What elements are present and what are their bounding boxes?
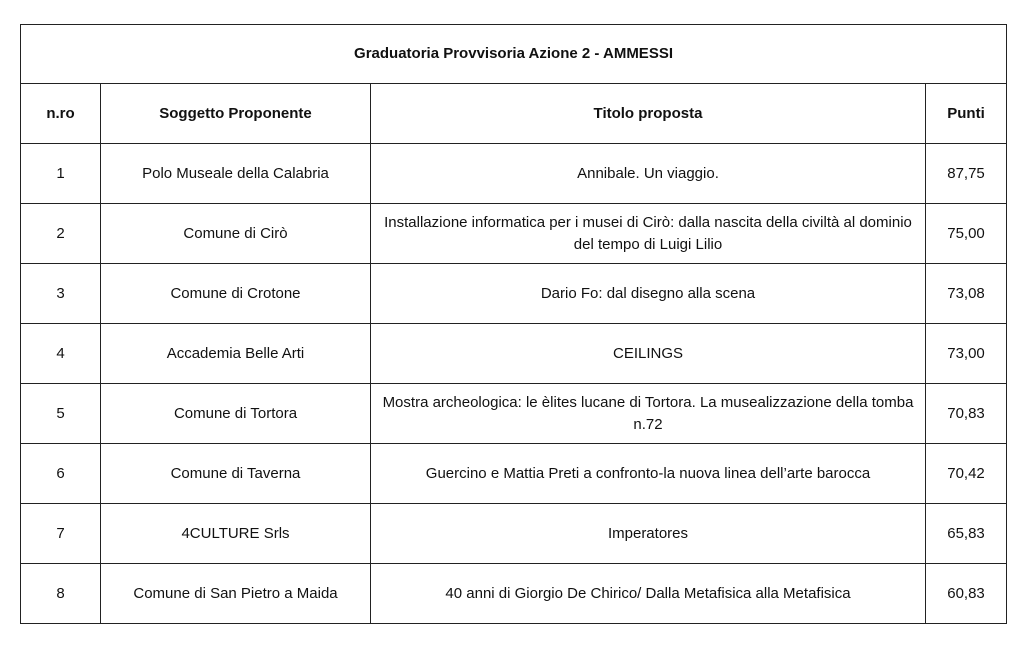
row-points: 60,83 — [926, 564, 1007, 624]
table-row — [21, 564, 1007, 624]
row-title: Annibale. Un viaggio. — [371, 144, 926, 204]
row-title: Guercino e Mattia Preti a confronto-la nuova linea dell’arte barocca — [371, 444, 926, 504]
table-row — [21, 324, 1007, 384]
row-points: 75,00 — [926, 204, 1007, 264]
row-title: Mostra archeologica: le èlites lucane di Tortora. La musealizzazione della tomba n.72 — [371, 384, 926, 444]
row-title: CEILINGS — [371, 324, 926, 384]
row-num: 4 — [21, 324, 101, 384]
row-subject: Comune di Tortora — [101, 384, 371, 444]
table-header-row — [21, 84, 1007, 144]
table-row — [21, 504, 1007, 564]
ranking-table — [20, 24, 1007, 624]
row-points: 70,42 — [926, 444, 1007, 504]
row-points: 73,00 — [926, 324, 1007, 384]
row-num: 8 — [21, 564, 101, 624]
row-num: 1 — [21, 144, 101, 204]
row-subject: Comune di Taverna — [101, 444, 371, 504]
column-header-num: n.ro — [21, 84, 101, 144]
row-title: Installazione informatica per i musei di Cirò: dalla nascita della civiltà al dominio del tempo di Luigi Lilio — [371, 204, 926, 264]
row-num: 7 — [21, 504, 101, 564]
row-subject: Accademia Belle Arti — [101, 324, 371, 384]
table-row — [21, 144, 1007, 204]
row-num: 2 — [21, 204, 101, 264]
row-title: Dario Fo: dal disegno alla scena — [371, 264, 926, 324]
table-row — [21, 444, 1007, 504]
column-header-points: Punti — [926, 84, 1007, 144]
row-points: 65,83 — [926, 504, 1007, 564]
row-points: 70,83 — [926, 384, 1007, 444]
column-header-subject: Soggetto Proponente — [101, 84, 371, 144]
table-row — [21, 264, 1007, 324]
row-num: 3 — [21, 264, 101, 324]
table-title: Graduatoria Provvisoria Azione 2 - AMMESSI — [21, 25, 1007, 84]
row-num: 6 — [21, 444, 101, 504]
row-points: 73,08 — [926, 264, 1007, 324]
column-header-title: Titolo proposta — [371, 84, 926, 144]
row-subject: 4CULTURE Srls — [101, 504, 371, 564]
table-row — [21, 384, 1007, 444]
table-title-row — [21, 25, 1007, 84]
row-subject: Comune di Crotone — [101, 264, 371, 324]
row-num: 5 — [21, 384, 101, 444]
row-subject: Polo Museale della Calabria — [101, 144, 371, 204]
row-title: 40 anni di Giorgio De Chirico/ Dalla Metafisica alla Metafisica — [371, 564, 926, 624]
row-title: Imperatores — [371, 504, 926, 564]
row-subject: Comune di Cirò — [101, 204, 371, 264]
row-points: 87,75 — [926, 144, 1007, 204]
table-row — [21, 204, 1007, 264]
row-subject: Comune di San Pietro a Maida — [101, 564, 371, 624]
